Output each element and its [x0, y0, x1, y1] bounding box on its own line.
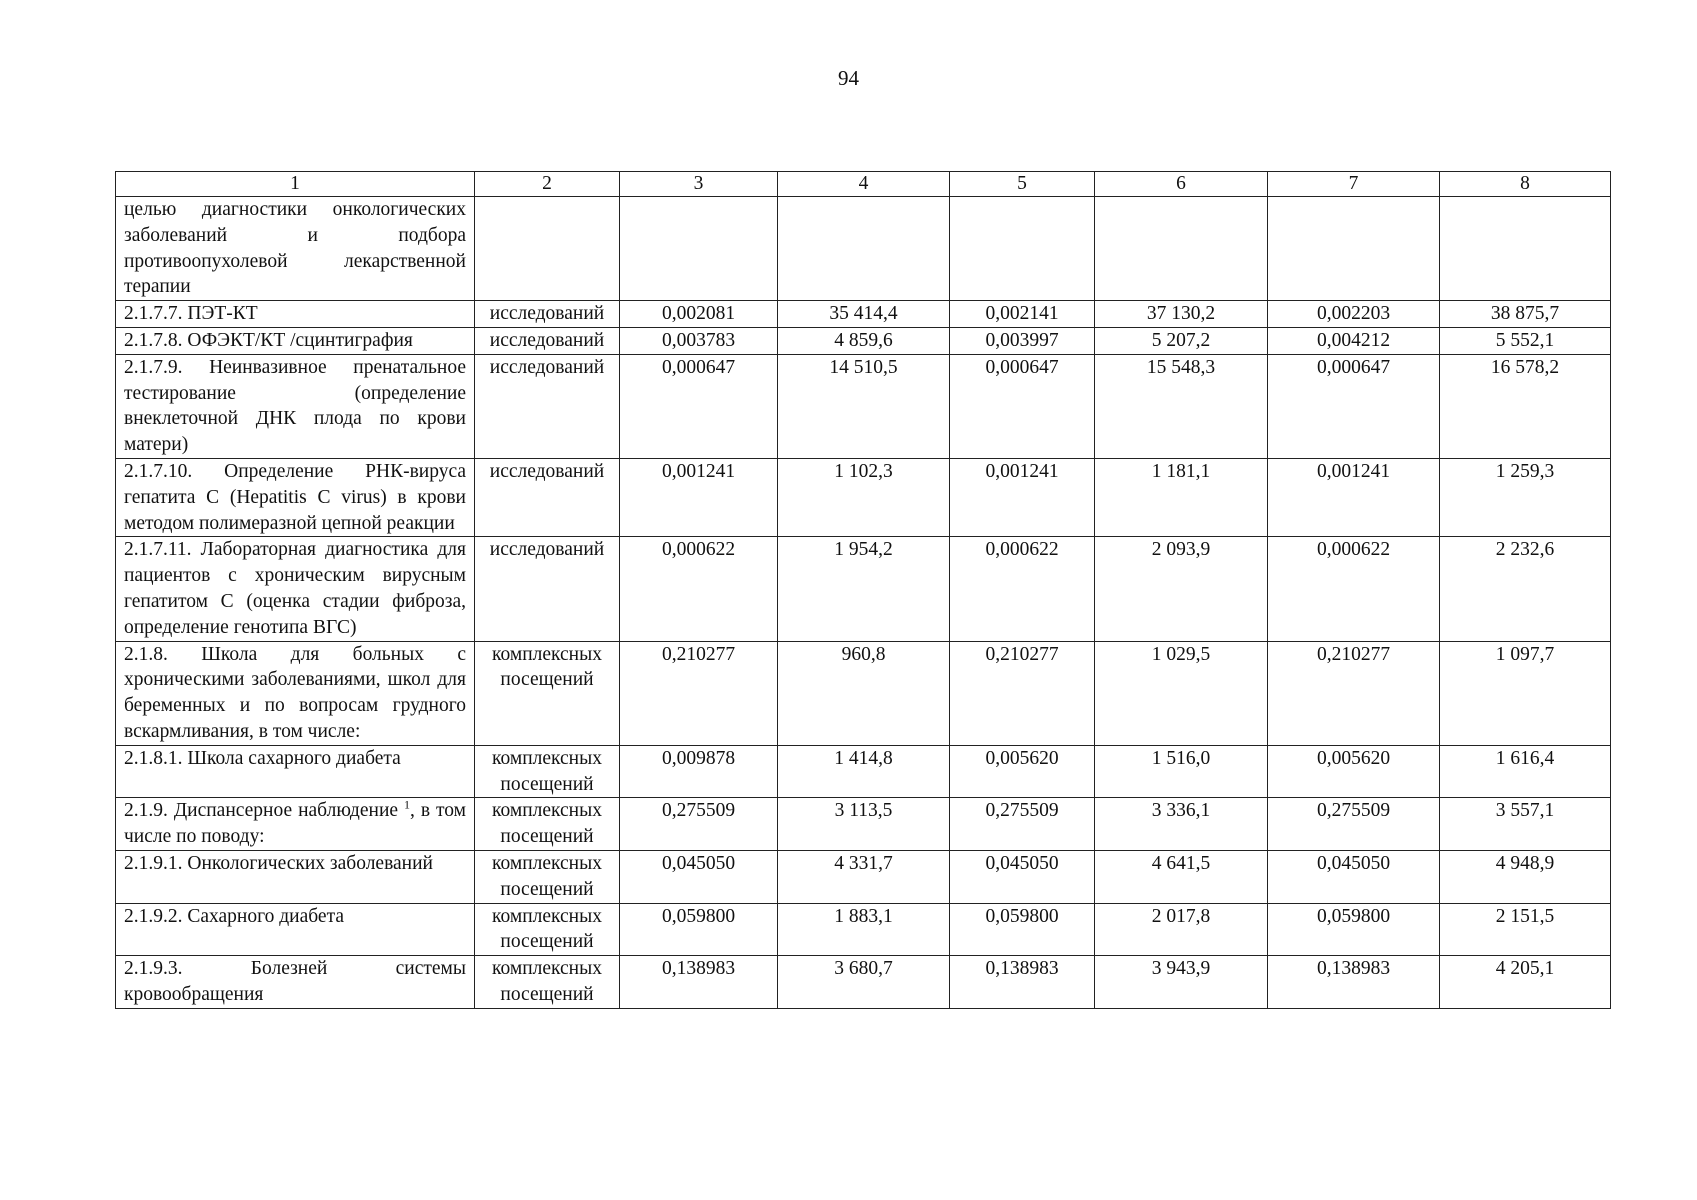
row-value: 0,005620 [950, 745, 1095, 798]
row-unit: комплексных посещений [475, 641, 620, 745]
row-value: 0,002081 [620, 301, 778, 328]
row-value: 0,001241 [950, 458, 1095, 536]
table-row [116, 745, 1611, 798]
row-value: 0,210277 [1268, 641, 1440, 745]
row-value: 0,002203 [1268, 301, 1440, 328]
row-name: 2.1.7.7. ПЭТ-КТ [116, 301, 475, 328]
row-value: 3 336,1 [1095, 798, 1268, 851]
row-unit: исследований [475, 327, 620, 354]
row-value: 0,275509 [620, 798, 778, 851]
row-value: 0,000622 [950, 537, 1095, 641]
table-row [116, 354, 1611, 458]
row-value: 0,210277 [620, 641, 778, 745]
row-value: 0,275509 [1268, 798, 1440, 851]
column-header: 5 [950, 172, 1095, 197]
footnote-marker: 1 [404, 797, 411, 812]
row-value [950, 197, 1095, 301]
row-value: 0,001241 [620, 458, 778, 536]
row-value: 5 552,1 [1440, 327, 1611, 354]
column-header: 7 [1268, 172, 1440, 197]
column-header: 3 [620, 172, 778, 197]
row-value [1268, 197, 1440, 301]
row-value: 4 641,5 [1095, 850, 1268, 903]
row-value: 15 548,3 [1095, 354, 1268, 458]
row-value: 0,000647 [1268, 354, 1440, 458]
row-unit: комплексных посещений [475, 798, 620, 851]
row-value: 2 093,9 [1095, 537, 1268, 641]
row-value: 0,004212 [1268, 327, 1440, 354]
row-value: 0,009878 [620, 745, 778, 798]
row-value [620, 197, 778, 301]
row-value: 0,001241 [1268, 458, 1440, 536]
table-row [116, 537, 1611, 641]
row-name-tail: , в том числе по поводу: [124, 800, 467, 848]
column-header: 2 [475, 172, 620, 197]
column-header: 4 [778, 172, 950, 197]
row-value: 0,138983 [620, 956, 778, 1009]
column-header: 8 [1440, 172, 1611, 197]
row-value: 3 943,9 [1095, 956, 1268, 1009]
table-row [116, 903, 1611, 956]
row-value: 0,002141 [950, 301, 1095, 328]
column-header: 6 [1095, 172, 1268, 197]
table-row [116, 798, 1611, 851]
row-unit: комплексных посещений [475, 745, 620, 798]
row-value: 1 097,7 [1440, 641, 1611, 745]
row-name [116, 798, 475, 851]
row-value: 0,138983 [1268, 956, 1440, 1009]
row-value: 4 948,9 [1440, 850, 1611, 903]
row-value: 0,000622 [620, 537, 778, 641]
row-unit: комплексных посещений [475, 850, 620, 903]
table-row [116, 956, 1611, 1009]
row-name: 2.1.7.9. Неинвазивное пренатальное тестирование (определение внеклеточной ДНК плода по крови матери) [116, 354, 475, 458]
row-unit: комплексных посещений [475, 903, 620, 956]
row-name: 2.1.9.3. Болезней системы кровообращения [116, 956, 475, 1009]
row-value: 1 883,1 [778, 903, 950, 956]
row-value: 0,003997 [950, 327, 1095, 354]
row-value: 4 331,7 [778, 850, 950, 903]
data-table [115, 171, 1611, 1009]
row-unit: исследований [475, 354, 620, 458]
row-value: 1 102,3 [778, 458, 950, 536]
row-value: 3 680,7 [778, 956, 950, 1009]
row-value: 4 859,6 [778, 327, 950, 354]
row-unit: исследований [475, 458, 620, 536]
row-unit: комплексных посещений [475, 956, 620, 1009]
row-value: 0,005620 [1268, 745, 1440, 798]
row-value: 1 181,1 [1095, 458, 1268, 536]
row-value: 1 259,3 [1440, 458, 1611, 536]
row-value: 0,045050 [1268, 850, 1440, 903]
row-value: 0,210277 [950, 641, 1095, 745]
table-row [116, 327, 1611, 354]
row-value: 38 875,7 [1440, 301, 1611, 328]
row-value: 14 510,5 [778, 354, 950, 458]
row-name: 2.1.9.1. Онкологических заболеваний [116, 850, 475, 903]
row-value: 960,8 [778, 641, 950, 745]
row-value [1095, 197, 1268, 301]
row-value: 16 578,2 [1440, 354, 1611, 458]
row-value: 0,000647 [620, 354, 778, 458]
row-value [778, 197, 950, 301]
row-value: 0,059800 [1268, 903, 1440, 956]
row-value: 0,138983 [950, 956, 1095, 1009]
row-value: 0,275509 [950, 798, 1095, 851]
row-value: 0,059800 [950, 903, 1095, 956]
row-value: 0,000647 [950, 354, 1095, 458]
row-value: 1 516,0 [1095, 745, 1268, 798]
row-value: 1 954,2 [778, 537, 950, 641]
row-value: 2 017,8 [1095, 903, 1268, 956]
row-value: 1 029,5 [1095, 641, 1268, 745]
row-name: 2.1.8. Школа для больных с хроническими заболеваниями, школ для беременных и по вопросам грудного вскармливания, в том числе: [116, 641, 475, 745]
row-name: 2.1.8.1. Школа сахарного диабета [116, 745, 475, 798]
row-name: 2.1.7.11. Лабораторная диагностика для пациентов с хроническим вирусным гепатитом С (оценка стадии фиброза, определение генотипа ВГС) [116, 537, 475, 641]
row-value: 2 151,5 [1440, 903, 1611, 956]
row-name: 2.1.9.2. Сахарного диабета [116, 903, 475, 956]
table-row [116, 301, 1611, 328]
row-name: 2.1.7.8. ОФЭКТ/КТ /сцинтиграфия [116, 327, 475, 354]
row-name: 2.1.7.10. Определение РНК-вируса гепатита С (Hepatitis C virus) в крови методом полимеразной цепной реакции [116, 458, 475, 536]
row-value: 1 616,4 [1440, 745, 1611, 798]
table-row [116, 641, 1611, 745]
row-value: 0,045050 [950, 850, 1095, 903]
table-row [116, 197, 1611, 301]
row-value [1440, 197, 1611, 301]
page-number: 94 [838, 66, 859, 90]
row-value: 2 232,6 [1440, 537, 1611, 641]
column-header: 1 [116, 172, 475, 197]
row-value: 35 414,4 [778, 301, 950, 328]
row-value: 37 130,2 [1095, 301, 1268, 328]
row-value: 0,045050 [620, 850, 778, 903]
row-name-text: 2.1.9. Диспансерное наблюдение [124, 800, 399, 822]
row-value: 3 557,1 [1440, 798, 1611, 851]
row-value: 0,059800 [620, 903, 778, 956]
row-unit [475, 197, 620, 301]
table-row [116, 458, 1611, 536]
row-value: 0,000622 [1268, 537, 1440, 641]
row-value: 0,003783 [620, 327, 778, 354]
table-header-row [116, 172, 1611, 197]
table-row [116, 850, 1611, 903]
row-name: целью диагностики онкологических заболеваний и подбора противоопухолевой лекарственной терапии [116, 197, 475, 301]
row-value: 1 414,8 [778, 745, 950, 798]
row-value: 4 205,1 [1440, 956, 1611, 1009]
row-unit: исследований [475, 301, 620, 328]
row-unit: исследований [475, 537, 620, 641]
row-value: 5 207,2 [1095, 327, 1268, 354]
row-value: 3 113,5 [778, 798, 950, 851]
